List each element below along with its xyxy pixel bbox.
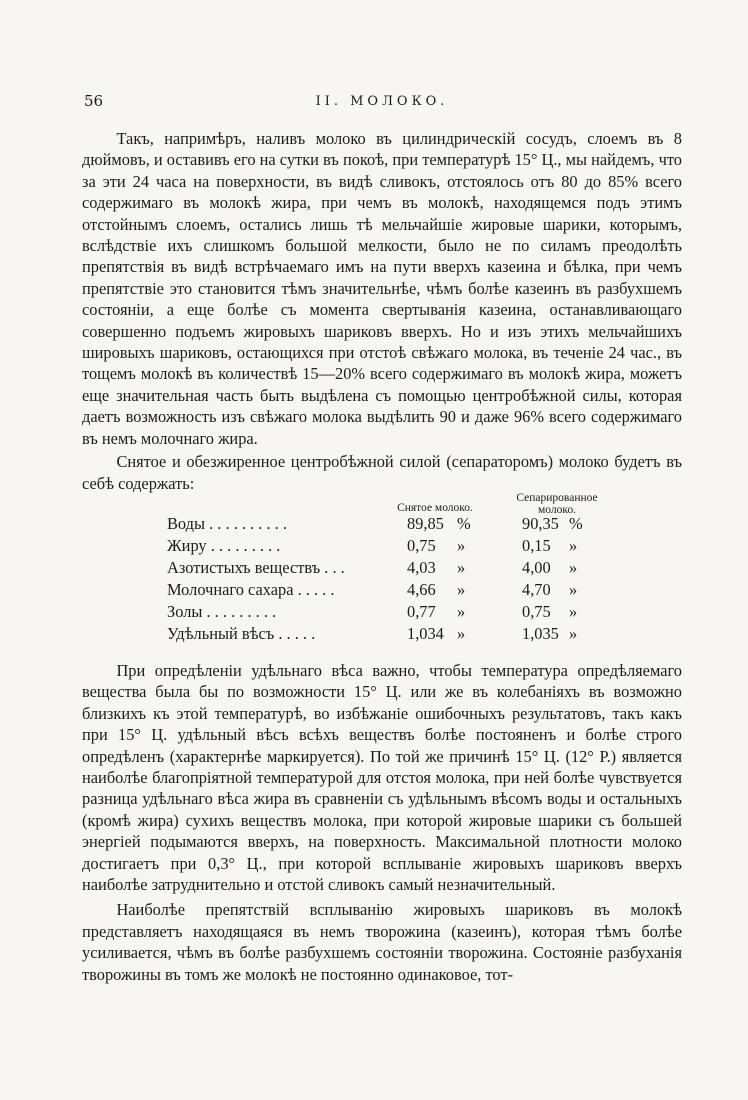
column-header-skimmed: Снятое молоко.: [397, 501, 473, 514]
table-row: [167, 536, 667, 557]
table-row: [167, 558, 667, 579]
separated-value: 4,00: [522, 557, 551, 577]
paragraph-1: Такъ, напримѣръ, наливъ молоко въ цилиндрическій сосудъ, слоемъ въ 8 дюймовъ, и оставивъ его на сутки въ покоѣ, при температурѣ 15° Ц., мы найдемъ, что за эти 24 часа на поверхности, въ видѣ сливокъ, отстоялось отъ 80 до 85% всего содержимаго въ молокѣ жира, при чемъ въ молокѣ, находящемся подъ этимъ отстойнымъ слоемъ, остались лишь тѣ мельчайшіе жировые шарики, которымъ, вслѣдствіе ихъ слишкомъ большой мелкости, было не по силамъ преодолѣть препятствія въ видѣ встрѣчаемаго имъ на пути вверхъ казеина и бѣлка, при чемъ препятствіе это становится тѣмъ значительнѣе, чѣмъ болѣе казеинъ въ разбухшемъ состояніи, а еще болѣе съ момента свертыванія казеина, останавливающаго совершенно подъемъ жировыхъ шариковъ вверхъ. Но и изъ этихъ мельчайшихъ шировыхъ шариковъ, остающихся при отстоѣ свѣжаго молока, въ теченіе 24 час., въ тощемъ молокѣ въ количествѣ 15—20% всего содержимаго въ молокѣ жира, можетъ еще значительная часть быть выдѣлена съ помощью центробѣжной силы, которая даетъ возможность изъ свѣжаго молока выдѣлить 90 и даже 96% всего содержимаго въ немъ молочнаго жира.: [82, 129, 682, 448]
separated-value: 0,15: [522, 535, 551, 555]
separated-value: 4,70: [522, 579, 551, 599]
separated-unit: »: [569, 579, 578, 599]
paragraph-2: Снятое и обезжиренное центробѣжной силой (сепараторомъ) молоко будетъ въ себѣ содержать:: [82, 452, 682, 493]
composition-table: [82, 491, 682, 654]
column-header-separated-line2: молоко.: [538, 503, 576, 516]
separated-unit: %: [569, 513, 583, 533]
separated-value: 0,75: [522, 601, 551, 621]
book-page: [82, 92, 682, 985]
paragraph-3: При опредѣленіи удѣльнаго вѣса важно, чтобы температура опредѣляемаго вещества была бы по возможности 15° Ц. или же въ колебаніяхъ въ возможно близкихъ къ этой температурѣ, во избѣжаніе ошибочныхъ результатовъ, такъ какъ при 15° Ц. удѣльный вѣсъ всѣхъ веществъ болѣе постояненъ и болѣе строго опредѣленъ (характернѣе маркируется). По той же причинѣ 15° Ц. (12° Р.) является наиболѣе благопріятной температурой для отстоя молока, при ней болѣе чувствуется разница удѣльнаго вѣса жира въ сравненіи съ удѣльнымъ вѣсомъ воды и остальныхъ (кромѣ жира) сухихъ веществъ молока, при которой жировые шарики съ большей энергіей подымаются вверхъ, на поверхность. Максимальной плотности молоко достигаетъ при 0,3° Ц., при которой всплываніе жировыхъ шариковъ вверхъ наиболѣе затруднительно и отстой сливокъ самый незначительный.: [82, 660, 682, 894]
row-label: Жиру . . . . . . . . .: [167, 535, 281, 555]
separated-unit: »: [569, 557, 578, 577]
table-row: [167, 580, 667, 601]
row-label: Золы . . . . . . . . .: [167, 601, 277, 621]
column-header-separated-line1: Сепарированное: [516, 491, 598, 504]
skimmed-unit: »: [457, 623, 466, 643]
separated-unit: »: [569, 623, 578, 643]
column-header-separated: [492, 492, 622, 516]
skimmed-value: 4,66: [407, 579, 436, 599]
skimmed-value: 89,85: [407, 513, 444, 533]
running-title: II. МОЛОКО.: [315, 94, 449, 109]
row-label: Азотистыхъ веществъ . . .: [167, 557, 345, 577]
table-row: [167, 602, 667, 623]
paragraph-4: Наиболѣе препятствій всплыванію жировыхъ шариковъ въ молокѣ представляетъ находящаяся въ немъ творожина (казеинъ), которая тѣмъ болѣе усиливается, чѣмъ въ болѣе разбухшемъ состояніи творожина. Состояніе разбуханія творожины въ томъ же молокѣ не постоянно одинаковое, тот-: [82, 900, 682, 984]
skimmed-unit: %: [457, 513, 471, 533]
table-row: [167, 514, 667, 535]
separated-value: 90,35: [522, 513, 559, 533]
skimmed-value: 1,034: [407, 623, 444, 643]
row-label: Удѣльный вѣсъ . . . . .: [167, 623, 316, 643]
skimmed-unit: »: [457, 601, 466, 621]
table-row: [167, 624, 667, 645]
skimmed-value: 0,77: [407, 601, 436, 621]
page-number: 56: [84, 92, 104, 110]
skimmed-value: 0,75: [407, 535, 436, 555]
skimmed-value: 4,03: [407, 557, 436, 577]
skimmed-unit: »: [457, 535, 466, 555]
separated-unit: »: [569, 535, 578, 555]
skimmed-unit: »: [457, 579, 466, 599]
separated-value: 1,035: [522, 623, 559, 643]
skimmed-unit: »: [457, 557, 466, 577]
separated-unit: »: [569, 601, 578, 621]
page-header: [82, 92, 682, 114]
row-label: Молочнаго сахара . . . . .: [167, 579, 335, 599]
row-label: Воды . . . . . . . . . .: [167, 513, 287, 533]
